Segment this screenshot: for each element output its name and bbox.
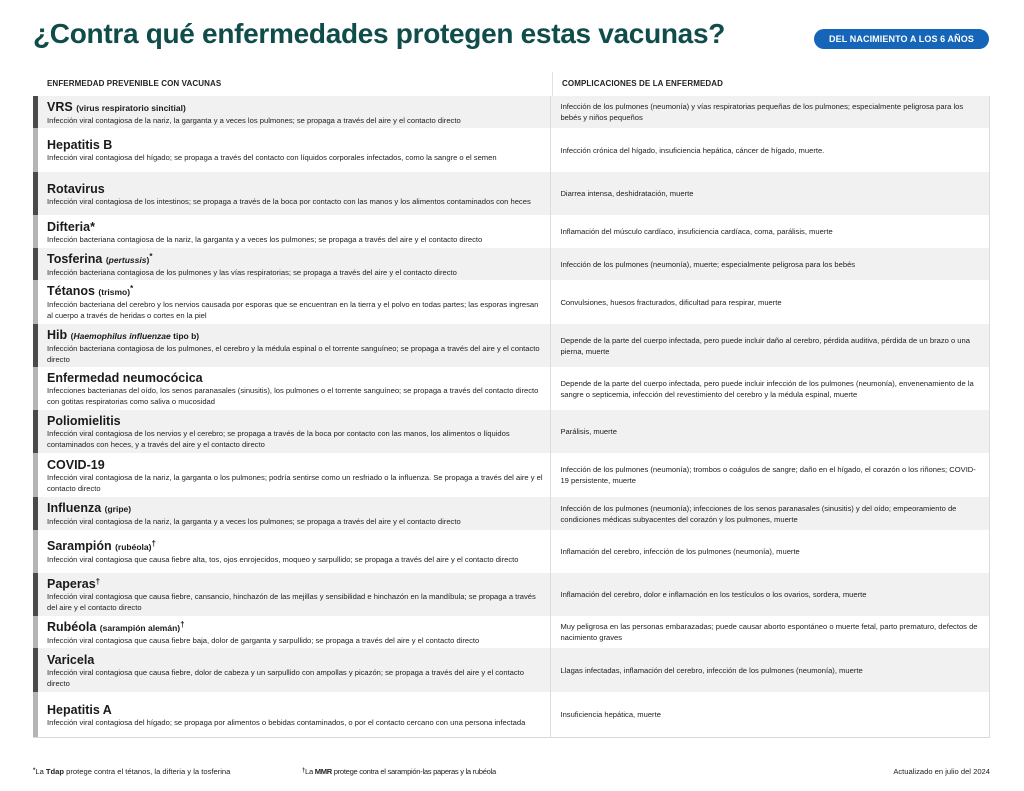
complications-text: Depende de la parte del cuerpo infectada, pero puede incluir daño al cerebro, pérdida auditiva, pérdida de un brazo o una pierna, muerte (560, 335, 970, 356)
disease-description: Infección viral contagiosa que causa fiebre, dolor de cabeza y un sarpullido con ampollas y picazón; se propaga a través del aire y el contacto directo (47, 667, 525, 688)
row-accent-bar (33, 96, 38, 128)
disease-description: Infección viral contagiosa del hígado; se propaga a través del contacto con líquidos corporales infectados, como la sangre o el semen (47, 153, 497, 162)
disease-qualifier (100, 623, 180, 633)
disease-cell (33, 172, 551, 215)
disease-name-main: Hib (47, 327, 68, 342)
disease-name-main: Tétanos (47, 284, 95, 298)
disease-name (47, 371, 544, 385)
table-row (33, 280, 990, 324)
disease-cell (33, 573, 551, 616)
qualifier-text: ) (146, 254, 150, 265)
disease-description: Infección viral contagiosa de los nervios y el cerebro; se propaga a través de la boca por contacto con las manos, los alimentos o líquidos contaminados con heces, y a través del aire y el contacto directo (47, 429, 510, 449)
row-accent-bar (33, 367, 38, 410)
table-row (33, 410, 990, 453)
disease-name (47, 458, 544, 472)
disease-qualifier (115, 542, 151, 552)
disease-description: Infección bacteriana del cerebro y los nervios causada por esporas que se encuentran en la tierra y el polvo en todas partes; las esporas ingresan al cuerpo a través de heridas o cortes en la piel (47, 300, 539, 320)
footnote-mark: * (149, 251, 153, 261)
row-accent-bar (33, 616, 38, 648)
row-accent-bar (33, 128, 38, 172)
complications-cell (551, 128, 989, 172)
table-row (33, 616, 990, 648)
disease-cell (33, 96, 551, 128)
disease-cell (33, 453, 551, 497)
disease-name (47, 501, 544, 516)
row-accent-bar (33, 692, 38, 737)
footnote-vaccine-name: MMR (314, 767, 332, 776)
qualifier-text: (sarampión alemán) (99, 622, 181, 633)
table-row (33, 367, 990, 410)
table-row (33, 573, 990, 616)
disease-name-main: Hepatitis B (47, 138, 113, 152)
row-accent-bar (33, 453, 38, 497)
disease-name (47, 100, 544, 115)
complications-text: Inflamación del cerebro, dolor e inflamación en los testículos o los ovarios, sordera, muerte (560, 590, 867, 599)
row-accent-bar (33, 410, 38, 453)
row-accent-bar (33, 172, 38, 215)
disease-name-main: COVID-19 (47, 457, 105, 472)
complications-text: Inflamación del músculo cardíaco, insuficiencia cardíaca, coma, parálisis, muerte (560, 227, 833, 236)
disease-cell (33, 367, 551, 410)
disease-name-main: Enfermedad neumocócica (47, 371, 203, 385)
footnote-mark: † (302, 768, 306, 774)
disease-name (47, 328, 544, 343)
table-header (33, 72, 990, 96)
disease-description: Infección bacteriana contagiosa de los pulmones y las vías respiratorias; se propaga a través del aire y el contacto directo (47, 267, 457, 277)
disease-description: Infección viral contagiosa que causa fiebre, cansancio, hinchazón de las mejillas y sensibilidad e hinchazón en la mandíbula; se propaga a través del aire y el contacto directo (47, 592, 536, 612)
table-row (33, 692, 990, 737)
disease-qualifier (76, 103, 186, 113)
disease-name (47, 577, 544, 591)
disease-name-main: Influenza (47, 501, 102, 515)
disease-name (47, 414, 544, 428)
disease-qualifier (105, 504, 131, 514)
qualifier-scientific-name: pertussis (108, 254, 147, 265)
qualifier-scientific-name: Haemophilus influenzae (73, 330, 171, 341)
row-accent-bar (33, 530, 38, 573)
disease-name-main: Difteria* (47, 219, 95, 234)
complications-text: Muy peligrosa en las personas embarazadas; puede causar aborto espontáneo o muerte fetal, parto prematuro, defectos de nacimiento graves (560, 622, 978, 642)
disease-description: Infección bacteriana contagiosa de la nariz, la garganta y a veces los pulmones; se propaga a través del aire y el contacto directo (47, 234, 483, 244)
complications-text: Depende de la parte del cuerpo infectada, pero puede incluir infección de los pulmones (neumonía), envenenamiento de la sangre o septicemia, infección del revestimiento del cerebro y la médula espinal, muerte (560, 378, 974, 399)
complications-cell (551, 172, 989, 215)
disease-name-main: Rotavirus (47, 181, 105, 196)
footnote-text: protege contra el sarampión-las paperas y la rubéola (331, 767, 496, 776)
complications-cell (551, 324, 989, 367)
complications-text: Infección crónica del hígado, insuficiencia hepática, cáncer de hígado, muerte. (560, 145, 825, 155)
complications-text: Infección de los pulmones (neumonía) y vías respiratorias pequeñas de los pulmones; especialmente peligrosa para los bebés y niños pequeños (560, 102, 964, 122)
disease-name (47, 220, 544, 234)
qualifier-text: ( (70, 330, 74, 341)
complications-text: Convulsiones, huesos fracturados, dificultad para respirar, muerte (560, 297, 782, 307)
qualifier-text: ( (105, 254, 109, 265)
complications-cell (551, 530, 989, 573)
disease-name (47, 539, 544, 554)
row-accent-bar (33, 248, 38, 280)
disease-description: Infección viral contagiosa de los intestinos; se propaga a través de la boca por contacto con las manos y los alimentos contaminados con heces (47, 196, 531, 206)
table-row (33, 172, 990, 215)
disease-description: Infección viral contagiosa del hígado; se propaga por alimentos o bebidas contaminados, o por el contacto cercano con una persona infectada (47, 717, 526, 727)
complications-cell (551, 215, 989, 248)
footnote-mark: † (151, 539, 156, 548)
disease-cell (33, 128, 551, 172)
disease-description: Infección viral contagiosa de la nariz, la garganta o los pulmones; podría sentirse como un resfriado o la influenza. Se propaga a través del aire y el contacto directo (47, 472, 543, 493)
disease-name-main: Paperas (47, 577, 96, 591)
disease-name (47, 653, 544, 667)
qualifier-text: (virus respiratorio sincitial) (76, 102, 186, 113)
disease-description: Infección viral contagiosa que causa fiebre baja, dolor de garganta y sarpullido; se propaga a través del aire y el contacto directo (47, 635, 480, 645)
age-range-badge: DEL NACIMIENTO A LOS 6 AÑOS (814, 29, 989, 49)
complications-text: Diarrea intensa, deshidratación, muerte (560, 189, 694, 198)
complications-cell (551, 410, 989, 453)
disease-cell (33, 324, 551, 367)
table-body (33, 96, 990, 737)
disease-name-main: VRS (47, 99, 73, 114)
updated-date: Actualizado en julio del 2024 (893, 767, 990, 776)
footnote-mark: * (130, 284, 134, 293)
qualifier-text: (gripe) (104, 504, 132, 514)
disease-name-main: Sarampión (47, 539, 112, 553)
table-row (33, 530, 990, 573)
page-title: ¿Contra qué enfermedades protegen estas vacunas? (33, 18, 726, 49)
disease-cell (33, 215, 551, 248)
disease-name (47, 138, 544, 152)
vaccine-disease-table (33, 72, 990, 738)
complications-text: Infección de los pulmones (neumonía), muerte; especialmente peligrosa para los bebés (560, 259, 856, 269)
footnote-text: La (35, 767, 46, 776)
disease-cell (33, 280, 551, 324)
column-header-complications: COMPLICACIONES DE LA ENFERMEDAD (552, 72, 990, 96)
qualifier-text: tipo b) (170, 330, 200, 341)
table-bottom-rule (33, 737, 990, 738)
disease-cell (33, 616, 551, 648)
disease-qualifier (71, 331, 199, 341)
qualifier-text: (rubéola) (115, 542, 152, 552)
table-row (33, 128, 990, 172)
footnote-text: La (305, 767, 315, 776)
disease-name (47, 252, 544, 267)
table-row (33, 453, 990, 497)
disease-description: Infección viral contagiosa de la nariz, la garganta y a veces los pulmones; se propaga a través del aire y el contacto directo (47, 517, 461, 526)
table-row (33, 215, 990, 248)
row-accent-bar (33, 280, 38, 324)
disease-cell (33, 410, 551, 453)
disease-description: Infección bacteriana contagiosa de los pulmones, el cerebro y la médula espinal o el torrente sanguíneo; se propaga a través del aire y el contacto directo (47, 343, 540, 364)
disease-name (47, 620, 544, 635)
complications-text: Infección de los pulmones (neumonía); trombos o coágulos de sangre; daño en el hígado, el corazón o los riñones; COVID-19 persistente, muerte (560, 465, 976, 485)
complications-cell (551, 280, 989, 324)
disease-description: Infecciones bacterianas del oído, los senos paranasales (sinusitis), los pulmones o el torrente sanguíneo; se propaga a través del contacto directo con gotitas respiratorias como saliva o mucosidad (47, 386, 539, 406)
complications-cell (551, 367, 989, 410)
table-row (33, 324, 990, 367)
complications-text: Inflamación del cerebro, infección de los pulmones (neumonía), muerte (560, 547, 800, 556)
row-accent-bar (33, 573, 38, 616)
complications-cell (551, 453, 989, 497)
footnote-vaccine-name: Tdap (45, 767, 65, 776)
disease-qualifier (98, 287, 130, 297)
disease-cell (33, 248, 551, 280)
complications-cell (551, 616, 989, 648)
column-header-disease: ENFERMEDAD PREVENIBLE CON VACUNAS (47, 79, 222, 88)
disease-name-main: Hepatitis A (47, 702, 112, 717)
footnote-mark: † (180, 619, 185, 629)
complications-cell (551, 96, 989, 128)
complications-text: Infección de los pulmones (neumonía); infecciones de los senos paranasales (sinusitis) y del oído; empeoramiento de condiciones médicas subyacentes del corazón y los pulmones, muerte (560, 503, 957, 524)
disease-qualifier (106, 255, 149, 265)
footnote-mmr (302, 767, 496, 776)
table-row (33, 648, 990, 692)
disease-name (47, 703, 544, 717)
row-accent-bar (33, 215, 38, 248)
footnote-tdap (33, 767, 230, 776)
complications-text: Insuficiencia hepática, muerte (560, 710, 661, 719)
complications-cell (551, 648, 989, 692)
disease-name-main: Rubéola (47, 619, 97, 634)
table-row (33, 96, 990, 128)
table-row (33, 248, 990, 280)
row-accent-bar (33, 648, 38, 692)
complications-text: Llagas infectadas, inflamación del cerebro, infección de los pulmones (neumonía), muerte (560, 665, 863, 675)
table-row (33, 497, 990, 530)
row-accent-bar (33, 497, 38, 530)
footnote-mark: * (33, 768, 36, 774)
disease-name-main: Tosferina (47, 251, 103, 266)
disease-name (47, 284, 544, 299)
row-accent-bar (33, 324, 38, 367)
complications-cell (551, 248, 989, 280)
complications-text: Parálisis, muerte (560, 427, 618, 436)
disease-description: Infección viral contagiosa que causa fiebre alta, tos, ojos enrojecidos, moqueo y sarpullido; se propaga a través del aire y el contacto directo (47, 555, 519, 564)
disease-name (47, 182, 544, 196)
disease-cell (33, 692, 551, 737)
complications-cell (551, 497, 989, 530)
qualifier-text: (trismo) (98, 287, 131, 297)
disease-cell (33, 648, 551, 692)
disease-cell (33, 530, 551, 573)
disease-name-main: Varicela (47, 652, 95, 667)
footnote-text: protege contra el tétanos, la difteria y la tosferina (64, 767, 231, 776)
disease-cell (33, 497, 551, 530)
disease-description: Infección viral contagiosa de la nariz, la garganta y a veces los pulmones; se propaga a través del aire y el contacto directo (47, 115, 461, 125)
complications-cell (551, 573, 989, 616)
disease-name-main: Poliomielitis (47, 414, 121, 428)
footnote-mark: † (95, 577, 101, 586)
complications-cell (551, 692, 989, 737)
